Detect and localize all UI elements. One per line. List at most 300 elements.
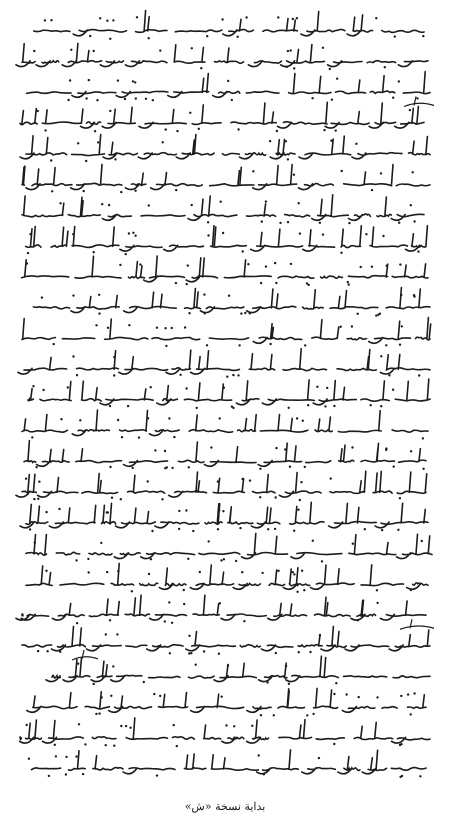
diacritic-dot bbox=[76, 622, 78, 624]
diacritic-dot bbox=[69, 79, 71, 81]
diacritic-dot bbox=[380, 405, 382, 407]
diacritic-dot bbox=[119, 264, 121, 266]
diacritic-dot bbox=[251, 725, 253, 727]
diacritic-dot bbox=[99, 17, 101, 19]
diacritic-dot bbox=[152, 99, 154, 101]
diacritic-dot bbox=[65, 773, 67, 775]
diacritic-dot bbox=[223, 387, 225, 389]
handwritten-line bbox=[26, 533, 432, 562]
diacritic-dot bbox=[134, 190, 136, 192]
diacritic-dot bbox=[417, 250, 419, 252]
diacritic-dot bbox=[67, 386, 69, 388]
handwritten-line bbox=[22, 256, 428, 286]
diacritic-dot bbox=[120, 725, 122, 727]
diacritic-dot bbox=[371, 189, 373, 191]
diacritic-dot bbox=[380, 172, 382, 174]
ink-stroke bbox=[26, 533, 432, 558]
ink-stroke bbox=[22, 256, 428, 282]
diacritic-dot bbox=[88, 571, 90, 573]
diacritic-dot bbox=[273, 714, 275, 716]
diacritic-dot bbox=[120, 498, 122, 500]
ink-stroke bbox=[20, 718, 430, 743]
diacritic-dot bbox=[98, 312, 100, 314]
diacritic-dot bbox=[225, 724, 227, 726]
diacritic-dot bbox=[275, 652, 277, 654]
diacritic-dot bbox=[240, 312, 242, 314]
diacritic-dot bbox=[169, 652, 171, 654]
diacritic-dot bbox=[151, 530, 153, 532]
diacritic-dot bbox=[233, 725, 235, 727]
diacritic-dot bbox=[375, 17, 377, 19]
marginal-note bbox=[404, 97, 434, 107]
diacritic-dot bbox=[188, 312, 190, 314]
diacritic-dot bbox=[333, 743, 335, 745]
diacritic-dot bbox=[228, 295, 230, 297]
handwritten-line bbox=[20, 718, 430, 747]
diacritic-dot bbox=[299, 499, 301, 501]
diacritic-dot bbox=[93, 683, 95, 685]
diacritic-dot bbox=[422, 468, 424, 470]
diacritic-dot bbox=[135, 97, 137, 99]
ink-stroke bbox=[34, 11, 424, 36]
diacritic-dot bbox=[27, 252, 29, 254]
ink-stroke bbox=[16, 471, 427, 497]
diacritic-dot bbox=[58, 508, 60, 510]
diacritic-dot bbox=[416, 97, 418, 99]
diacritic-dot bbox=[260, 714, 262, 716]
diacritic-dot bbox=[164, 620, 166, 622]
diacritic-dot bbox=[376, 589, 378, 591]
diacritic-dot bbox=[266, 681, 268, 683]
diacritic-dot bbox=[78, 723, 80, 725]
diacritic-dot bbox=[76, 374, 78, 376]
ink-stroke bbox=[20, 502, 428, 527]
diacritic-dot bbox=[183, 589, 185, 591]
diacritic-dot bbox=[227, 80, 229, 82]
diacritic-dot bbox=[299, 232, 301, 234]
ink-stroke bbox=[27, 688, 426, 712]
diacritic-dot bbox=[220, 201, 222, 203]
diacritic-dot bbox=[331, 99, 333, 101]
diacritic-dot bbox=[244, 312, 246, 314]
diacritic-dot bbox=[100, 542, 102, 544]
diacritic-dot bbox=[335, 129, 337, 131]
diacritic-dot bbox=[410, 713, 412, 715]
diacritic-dot bbox=[298, 202, 300, 204]
diacritic-dot bbox=[207, 221, 209, 223]
diacritic-dot bbox=[70, 49, 72, 51]
ink-stroke bbox=[26, 564, 428, 590]
diacritic-dot bbox=[380, 355, 382, 357]
diacritic-dot bbox=[376, 696, 378, 698]
diacritic-dot bbox=[41, 296, 43, 298]
diacritic-dot bbox=[265, 200, 267, 202]
diacritic-dot bbox=[28, 758, 30, 760]
diacritic-dot bbox=[399, 776, 401, 778]
diacritic-dot bbox=[259, 468, 261, 470]
diacritic-dot bbox=[164, 450, 166, 452]
handwritten-line bbox=[22, 318, 431, 347]
diacritic-dot bbox=[159, 695, 161, 697]
diacritic-dot bbox=[284, 448, 286, 450]
diacritic-dot bbox=[319, 222, 321, 224]
diacritic-dot bbox=[117, 79, 119, 81]
diacritic-dot bbox=[101, 696, 103, 698]
diacritic-dot bbox=[235, 560, 237, 562]
diacritic-dot bbox=[54, 744, 56, 746]
diacritic-dot bbox=[247, 263, 249, 265]
diacritic-dot bbox=[162, 141, 164, 143]
diacritic-dot bbox=[139, 263, 141, 265]
diacritic-dot bbox=[38, 481, 40, 483]
diacritic-dot bbox=[210, 446, 212, 448]
diacritic-dot bbox=[340, 252, 342, 254]
diacritic-dot bbox=[50, 19, 52, 21]
diacritic-dot bbox=[113, 356, 115, 358]
diacritic-dot bbox=[237, 128, 239, 130]
diacritic-dot bbox=[179, 374, 181, 376]
diacritic-dot bbox=[156, 327, 158, 329]
handwritten-line bbox=[27, 72, 430, 102]
diacritic-dot bbox=[37, 498, 39, 500]
ink-stroke bbox=[22, 410, 428, 435]
handwritten-text-block bbox=[12, 8, 440, 792]
diacritic-dot bbox=[51, 190, 53, 192]
diacritic-dot bbox=[113, 745, 115, 747]
diacritic-dot bbox=[412, 171, 414, 173]
diacritic-dot bbox=[219, 417, 221, 419]
diacritic-dot bbox=[113, 374, 115, 376]
diacritic-dot bbox=[296, 591, 298, 593]
diacritic-dot bbox=[198, 128, 200, 130]
diacritic-dot bbox=[138, 436, 140, 438]
diacritic-dot bbox=[300, 481, 302, 483]
diacritic-dot bbox=[120, 191, 122, 193]
diacritic-dot bbox=[397, 529, 399, 531]
diacritic-dot bbox=[265, 265, 267, 267]
handwritten-line bbox=[22, 626, 430, 655]
diacritic-dot bbox=[33, 50, 35, 52]
handwritten-line bbox=[20, 502, 428, 532]
diacritic-dot bbox=[106, 571, 108, 573]
diacritic-dot bbox=[46, 650, 48, 652]
handwritten-line bbox=[20, 135, 430, 163]
diacritic-dot bbox=[330, 140, 332, 142]
diacritic-dot bbox=[188, 635, 190, 637]
diacritic-dot bbox=[93, 251, 95, 253]
diacritic-dot bbox=[277, 570, 279, 572]
diacritic-dot bbox=[221, 18, 223, 20]
ink-stroke bbox=[27, 72, 430, 98]
diacritic-dot bbox=[333, 405, 335, 407]
diacritic-dot bbox=[171, 622, 173, 624]
diacritic-dot bbox=[85, 160, 87, 162]
diacritic-dot bbox=[360, 266, 362, 268]
diacritic-dot bbox=[304, 344, 306, 346]
diacritic-dot bbox=[67, 99, 69, 101]
diacritic-dot bbox=[336, 78, 338, 80]
diacritic-dot bbox=[183, 603, 185, 605]
diacritic-dot bbox=[375, 314, 377, 316]
diacritic-dot bbox=[410, 450, 412, 452]
diacritic-dot bbox=[263, 773, 265, 775]
diacritic-dot bbox=[186, 283, 188, 285]
diacritic-dot bbox=[45, 511, 47, 513]
handwritten-line bbox=[26, 564, 428, 593]
diacritic-dot bbox=[401, 325, 403, 327]
diacritic-dot bbox=[148, 204, 150, 206]
diacritic-dot bbox=[222, 510, 224, 512]
diacritic-dot bbox=[171, 467, 173, 469]
diacritic-dot bbox=[312, 540, 314, 542]
diacritic-dot bbox=[385, 344, 387, 346]
diacritic-dot bbox=[358, 696, 360, 698]
ink-stroke bbox=[24, 441, 426, 467]
diacritic-dot bbox=[98, 294, 100, 296]
diacritic-dot bbox=[106, 20, 108, 22]
diacritic-dot bbox=[392, 97, 394, 99]
diacritic-dot bbox=[400, 695, 402, 697]
diacritic-dot bbox=[421, 540, 423, 542]
diacritic-dot bbox=[199, 571, 201, 573]
diacritic-dot bbox=[413, 692, 415, 694]
diacritic-dot bbox=[32, 385, 34, 387]
diacritic-dot bbox=[292, 18, 294, 20]
diacritic-dot bbox=[109, 110, 111, 112]
diacritic-dot bbox=[394, 35, 396, 37]
diacritic-dot bbox=[285, 140, 287, 142]
diacritic-dot bbox=[176, 745, 178, 747]
diacritic-dot bbox=[176, 130, 178, 132]
diacritic-dot bbox=[48, 775, 50, 777]
diacritic-dot bbox=[275, 496, 277, 498]
diacritic-dot bbox=[365, 233, 367, 235]
diacritic-dot bbox=[316, 386, 318, 388]
diacritic-dot bbox=[301, 570, 303, 572]
diacritic-dot bbox=[400, 743, 402, 745]
diacritic-dot bbox=[178, 528, 180, 530]
diacritic-dot bbox=[59, 202, 61, 204]
diacritic-dot bbox=[288, 683, 290, 685]
handwritten-line bbox=[33, 288, 430, 317]
diacritic-dot bbox=[124, 98, 126, 100]
diacritic-dot bbox=[98, 712, 100, 714]
diacritic-dot bbox=[87, 558, 89, 560]
diacritic-dot bbox=[370, 404, 372, 406]
diacritic-dot bbox=[82, 773, 84, 775]
handwritten-line bbox=[27, 688, 426, 716]
diacritic-dot bbox=[206, 344, 208, 346]
diacritic-dot bbox=[298, 651, 300, 653]
diacritic-dot bbox=[261, 572, 263, 574]
handwritten-line bbox=[22, 164, 430, 193]
diacritic-dot bbox=[191, 47, 193, 49]
diacritic-dot bbox=[34, 541, 36, 543]
diacritic-dot bbox=[304, 466, 306, 468]
ink-stroke bbox=[33, 288, 430, 313]
diacritic-dot bbox=[145, 98, 147, 100]
diacritic-dot bbox=[333, 693, 335, 695]
diacritic-dot bbox=[419, 775, 421, 777]
diacritic-dot bbox=[116, 633, 118, 635]
diacritic-dot bbox=[117, 570, 119, 572]
diacritic-dot bbox=[109, 466, 111, 468]
diacritic-dot bbox=[398, 80, 400, 82]
diacritic-dot bbox=[171, 327, 173, 329]
diacritic-dot bbox=[168, 601, 170, 603]
diacritic-dot bbox=[188, 466, 190, 468]
diacritic-dot bbox=[249, 312, 251, 314]
diacritic-dot bbox=[154, 449, 156, 451]
diacritic-dot bbox=[231, 99, 233, 101]
diacritic-dot bbox=[109, 405, 111, 407]
diacritic-dot bbox=[352, 543, 354, 545]
diacritic-dot bbox=[288, 407, 290, 409]
diacritic-dot bbox=[345, 693, 347, 695]
diacritic-dot bbox=[191, 204, 193, 206]
diacritic-dot bbox=[371, 266, 373, 268]
diacritic-dot bbox=[245, 16, 247, 18]
footer-caption: بداية نسخة «ش» bbox=[184, 800, 266, 813]
diacritic-dot bbox=[79, 419, 81, 421]
diacritic-dot bbox=[72, 294, 74, 296]
diacritic-dot bbox=[109, 619, 111, 621]
diacritic-dot bbox=[277, 16, 279, 18]
diacritic-dot bbox=[381, 529, 383, 531]
diacritic-dot bbox=[95, 324, 97, 326]
diacritic-dot bbox=[287, 50, 289, 52]
diacritic-dot bbox=[275, 447, 277, 449]
diacritic-dot bbox=[285, 665, 287, 667]
diacritic-dot bbox=[243, 620, 245, 622]
diacritic-dot bbox=[159, 49, 161, 51]
diacritic-dot bbox=[166, 466, 168, 468]
diacritic-dot bbox=[351, 325, 353, 327]
diacritic-dot bbox=[110, 695, 112, 697]
diacritic-dot bbox=[241, 571, 243, 573]
diacritic-dot bbox=[164, 327, 166, 329]
diacritic-dot bbox=[293, 530, 295, 532]
diacritic-dot bbox=[303, 589, 305, 591]
diacritic-dot bbox=[217, 480, 219, 482]
diacritic-dot bbox=[77, 142, 79, 144]
diacritic-dot bbox=[399, 344, 401, 346]
diacritic-dot bbox=[72, 233, 74, 235]
diacritic-dot bbox=[93, 50, 95, 52]
diacritic-dot bbox=[185, 509, 187, 511]
ink-stroke bbox=[22, 195, 424, 220]
diacritic-dot bbox=[88, 79, 90, 81]
diacritic-dot bbox=[237, 36, 239, 38]
diacritic-dot bbox=[203, 650, 205, 652]
ink-stroke bbox=[22, 164, 430, 189]
diacritic-dot bbox=[53, 343, 55, 345]
diacritic-dot bbox=[355, 143, 357, 145]
diacritic-dot bbox=[156, 774, 158, 776]
diacritic-dot bbox=[379, 313, 381, 315]
diacritic-dot bbox=[219, 602, 221, 604]
ink-stroke bbox=[16, 43, 428, 66]
diacritic-dot bbox=[60, 418, 62, 420]
diacritic-dot bbox=[83, 190, 85, 192]
diacritic-dot bbox=[59, 651, 61, 653]
diacritic-dot bbox=[323, 129, 325, 131]
diacritic-dot bbox=[399, 497, 401, 499]
diacritic-dot bbox=[111, 497, 113, 499]
diacritic-dot bbox=[385, 447, 387, 449]
diacritic-dot bbox=[29, 528, 31, 530]
diacritic-dot bbox=[125, 725, 127, 727]
diacritic-dot bbox=[341, 170, 343, 172]
diacritic-dot bbox=[231, 405, 233, 407]
diacritic-dot bbox=[276, 130, 278, 132]
diacritic-dot bbox=[293, 174, 295, 176]
diacritic-dot bbox=[187, 558, 189, 560]
diacritic-dot bbox=[112, 19, 114, 21]
diacritic-dot bbox=[324, 405, 326, 407]
diacritic-dot bbox=[184, 326, 186, 328]
diacritic-dot bbox=[218, 509, 220, 511]
diacritic-dot bbox=[107, 327, 109, 329]
diacritic-dot bbox=[131, 590, 133, 592]
diacritic-dot bbox=[173, 436, 175, 438]
diacritic-dot bbox=[287, 221, 289, 223]
diacritic-dot bbox=[279, 222, 281, 224]
diacritic-dot bbox=[96, 99, 98, 101]
diacritic-dot bbox=[290, 49, 292, 51]
diacritic-dot bbox=[222, 232, 224, 234]
diacritic-dot bbox=[413, 220, 415, 222]
diacritic-dot bbox=[306, 714, 308, 716]
diacritic-dot bbox=[77, 663, 79, 665]
ink-stroke bbox=[18, 349, 430, 374]
diacritic-dot bbox=[382, 235, 384, 237]
diacritic-dot bbox=[37, 110, 39, 112]
diacritic-dot bbox=[204, 312, 206, 314]
diacritic-dot bbox=[274, 262, 276, 264]
diacritic-dot bbox=[132, 467, 134, 469]
diacritic-dot bbox=[187, 264, 189, 266]
marginal-note bbox=[400, 619, 434, 629]
diacritic-dot bbox=[329, 68, 331, 70]
diacritic-dot bbox=[192, 530, 194, 532]
diacritic-dot bbox=[409, 109, 411, 111]
ink-stroke bbox=[46, 656, 430, 681]
diacritic-dot bbox=[150, 558, 152, 560]
diacritic-dot bbox=[109, 38, 111, 40]
handwritten-line bbox=[22, 195, 424, 225]
diacritic-dot bbox=[101, 203, 103, 205]
diacritic-dot bbox=[114, 158, 116, 160]
diacritic-dot bbox=[312, 713, 314, 715]
diacritic-dot bbox=[26, 724, 28, 726]
diacritic-dot bbox=[165, 128, 167, 130]
handwritten-line bbox=[34, 11, 425, 41]
diacritic-dot bbox=[241, 478, 243, 480]
diacritic-dot bbox=[178, 510, 180, 512]
diacritic-dot bbox=[399, 263, 401, 265]
diacritic-dot bbox=[42, 389, 44, 391]
diacritic-dot bbox=[147, 480, 149, 482]
diacritic-dot bbox=[357, 313, 359, 315]
diacritic-dot bbox=[72, 355, 74, 357]
handwritten-line bbox=[16, 43, 428, 70]
ink-stroke bbox=[32, 750, 427, 774]
diacritic-dot bbox=[190, 652, 192, 654]
handwritten-line bbox=[16, 471, 427, 501]
diacritic-dot bbox=[410, 204, 412, 206]
diacritic-dot bbox=[286, 66, 288, 68]
